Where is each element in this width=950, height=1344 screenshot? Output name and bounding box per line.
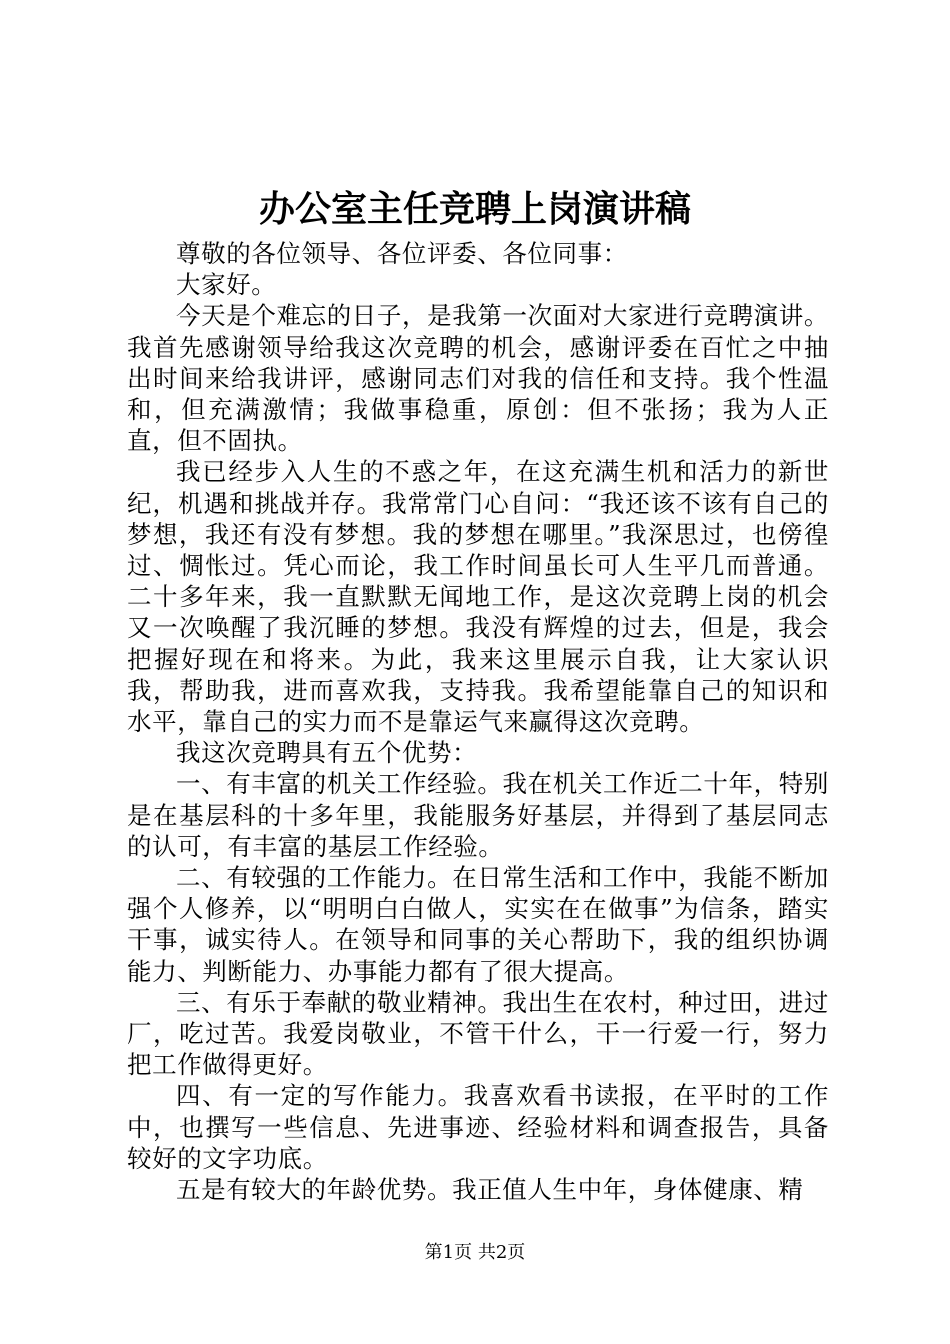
paragraph-greeting: 大家好。: [176, 270, 277, 300]
paragraph-background: 我已经步入人生的不惑之年，在这充满生机和活力的新世纪，机遇和挑战并存。我常常门心自问：“我还该不该有自己的梦想，我还有没有梦想。我的梦想在哪里。”我深思过，也傍徨过、惆怅过。凭心而论，我工作时间虽长可人生平几而普通。二十多年来，我一直默默无闻地工作，是这次竞聘上岗的机会又一次唤醒了我沉睡的梦想。我没有辉煌的过去，但是，我会把握好现在和将来。为此，我来这里展示自我，让大家认识我，帮助我，进而喜欢我，支持我。我希望能靠自己的知识和水平，靠自己的实力而不是靠运气来赢得这次竞聘。: [127, 457, 829, 737]
paragraph-advantage-1: 一、有丰富的机关工作经验。我在机关工作近二十年，特别是在基层科的十多年里，我能服务好基层，并得到了基层同志的认可，有丰富的基层工作经验。: [127, 769, 829, 861]
paragraph-advantage-2: 二、有较强的工作能力。在日常生活和工作中，我能不断加强个人修养，以“明明白白做人，实实在在做事”为信条，踏实干事，诚实待人。在领导和同事的关心帮助下，我的组织协调能力、判断能力、办事能力都有了很大提高。: [127, 863, 829, 986]
page-footer: 第1页 共2页: [424, 1242, 526, 1263]
paragraph-advantage-5: 五是有较大的年龄优势。我正值人生中年，身体健康、精: [176, 1175, 804, 1205]
paragraph-intro: 今天是个难忘的日子，是我第一次面对大家进行竞聘演讲。我首先感谢领导给我这次竞聘的机会，感谢评委在百忙之中抽出时间来给我讲评，感谢同志们对我的信任和支持。我个性温和，但充满激情；我做事稳重，原创：但不张扬；我为人正直，但不固执。: [127, 301, 829, 456]
paragraph-advantages-heading: 我这次竞聘具有五个优势：: [176, 738, 478, 768]
document-title: 办公室主任竞聘上岗演讲稿: [258, 188, 691, 230]
paragraph-advantage-4: 四、有一定的写作能力。我喜欢看书读报，在平时的工作中，也撰写一些信息、先进事迹、经验材料和调查报告，具备较好的文字功底。: [127, 1081, 829, 1173]
paragraph-salutation: 尊敬的各位领导、各位评委、各位同事：: [176, 239, 628, 268]
paragraph-advantage-3: 三、有乐于奉献的敬业精神。我出生在农村，种过田，进过厂，吃过苦。我爱岗敬业，不管干什么，干一行爱一行，努力把工作做得更好。: [127, 987, 829, 1080]
document-body: [127, 238, 829, 1205]
